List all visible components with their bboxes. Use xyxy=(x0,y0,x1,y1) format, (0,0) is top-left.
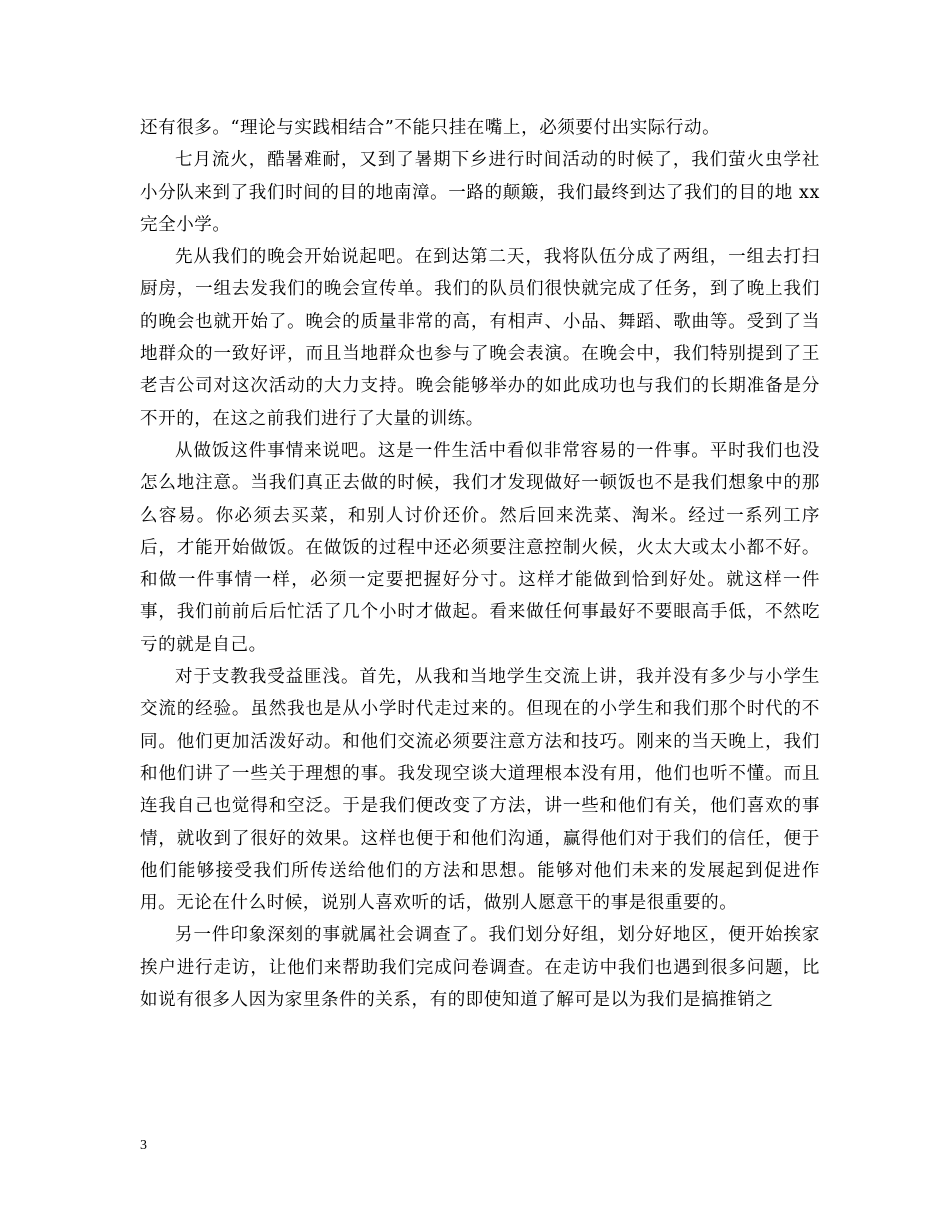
document-body xyxy=(140,112,820,1016)
paragraph-1: 还有很多。“理论与实践相结合”不能只挂在嘴上，必须要付出实际行动。 xyxy=(140,118,721,138)
paragraph-2: 七月流火，酷暑难耐，又到了暑期下乡进行时间活动的时候了，我们萤火虫学社小分队来到了我们时间的目的地南漳。一路的颠簸，我们最终到达了我们的目的地 xx 完全小学。 xyxy=(140,150,820,235)
paragraph-3: 先从我们的晚会开始说起吧。在到达第二天，我将队伍分成了两组，一组去打扫厨房，一组去发我们的晚会宣传单。我们的队员们很快就完成了任务，到了晚上我们的晚会也就开始了。晚会的质量非常的高，有相声、小品、舞蹈、歌曲等。受到了当地群众的一致好评，而且当地群众也参与了晚会表演。在晚会中，我们特别提到了王老吉公司对这次活动的大力支持。晚会能够举办的如此成功也与我们的长期准备是分不开的，在这之前我们进行了大量的训练。 xyxy=(140,247,820,429)
page-number: 3 xyxy=(140,1138,147,1153)
paragraph-4: 从做饭这件事情来说吧。这是一件生活中看似非常容易的一件事。平时我们也没怎么地注意。当我们真正去做的时候，我们才发现做好一顿饭也不是我们想象中的那么容易。你必须去买菜，和别人讨价还价。然后回来洗菜、淘米。经过一系列工序后，才能开始做饭。在做饭的过程中还必须要注意控制火候，火太大或太小都不好。和做一件事情一样，必须一定要把握好分寸。这样才能做到恰到好处。就这样一件事，我们前前后后忙活了几个小时才做起。看来做任何事最好不要眼高手低，不然吃亏的就是自己。 xyxy=(140,440,820,655)
paragraph-5: 对于支教我受益匪浅。首先，从我和当地学生交流上讲，我并没有多少与小学生交流的经验。虽然我也是从小学时代走过来的。但现在的小学生和我们那个时代的不同。他们更加活泼好动。和他们交流必须要注意方法和技巧。刚来的当天晚上，我们和他们讲了一些关于理想的事。我发现空谈大道理根本没有用，他们也听不懂。而且连我自己也觉得和空泛。于是我们便改变了方法，讲一些和他们有关，他们喜欢的事情，就收到了很好的效果。这样也便于和他们沟通，赢得他们对于我们的信任，便于他们能够接受我们所传送给他们的方法和思想。能够对他们未来的发展起到促进作用。无论在什么时候，说别人喜欢听的话，做别人愿意干的事是很重要的。 xyxy=(140,667,820,914)
paragraph-6: 另一件印象深刻的事就属社会调查了。我们划分好组，划分好地区，便开始挨家挨户进行走访，让他们来帮助我们完成问卷调查。在走访中我们也遇到很多问题，比如说有很多人因为家里条件的关系，有的即使知道了解可是以为我们是搞推销之 xyxy=(140,925,820,1011)
